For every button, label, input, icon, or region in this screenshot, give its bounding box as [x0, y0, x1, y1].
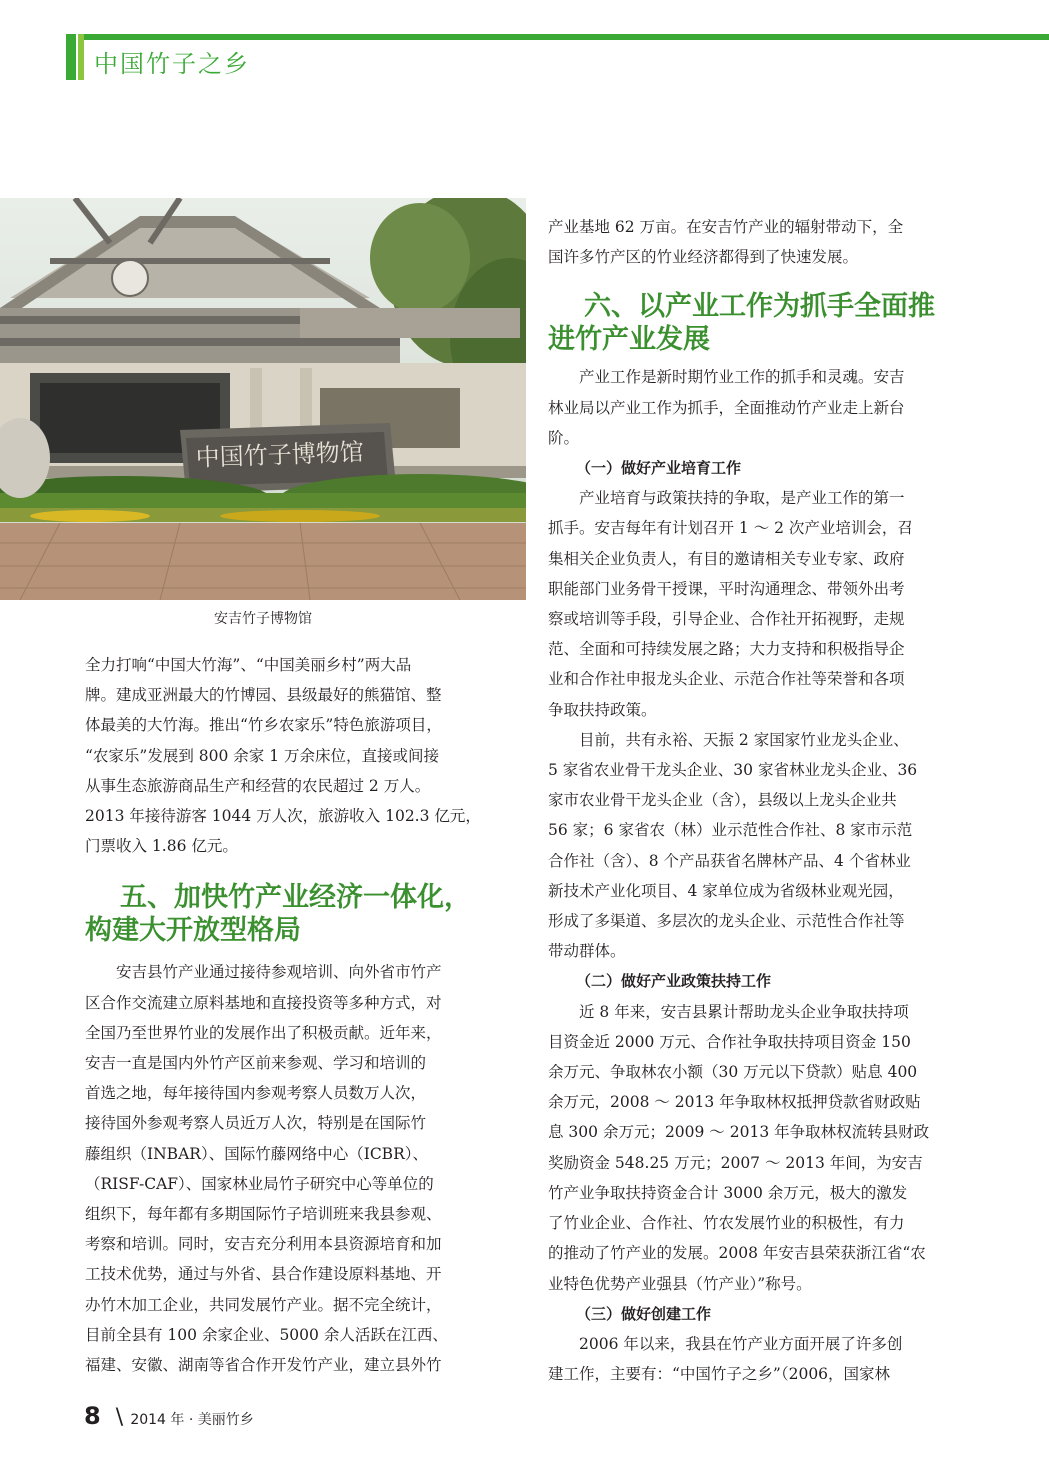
text-line: 接待国外参观考察人员近万人次，特别是在国际竹	[85, 1114, 427, 1133]
text-line: “农家乐”发展到 800 余家 1 万余床位，直接或间接	[85, 746, 440, 765]
text-line: 办竹木加工企业，共同发展竹产业。据不完全统计，	[85, 1295, 442, 1314]
text-line: 建工作，主要有：“中国竹子之乡”（2006，国家林	[548, 1365, 891, 1384]
header-accent-bar-light	[78, 34, 84, 80]
page-number: 8	[84, 1402, 101, 1430]
text-line: 了竹业企业、合作社、竹农发展竹业的积极性，有力	[548, 1214, 905, 1233]
right-column	[548, 212, 963, 1389]
paragraph-continued	[548, 212, 963, 272]
paragraph-sub3	[548, 1329, 963, 1389]
paragraph-section-6	[548, 362, 963, 453]
text-line: 区合作交流建立原料基地和直接投资等多种方式，对	[85, 993, 442, 1012]
text-line: 首选之地，每年接待国内参观考察人员数万人次，	[85, 1084, 427, 1103]
museum-photo-illustration	[0, 198, 526, 600]
text-line: 余万元，2008 ～ 2013 年争取林权抵押贷款省财政贴	[548, 1093, 921, 1112]
text-line: 目前，共有永裕、天振 2 家国家竹业龙头企业、	[579, 730, 909, 749]
text-line: 体最美的大竹海。推出“竹乡农家乐”特色旅游项目，	[85, 716, 442, 735]
text-line: 2006 年以来，我县在竹产业方面开展了许多创	[579, 1334, 903, 1353]
heading-section-6	[548, 290, 963, 356]
text-line: 形成了多渠道、多层次的龙头企业、示范性合作社等	[548, 912, 905, 931]
text-line: 产业工作是新时期竹业工作的抓手和灵魂。安吉	[579, 368, 905, 387]
heading-line: 进竹产业发展	[548, 324, 710, 356]
text-line: 抓手。安吉每年有计划召开 1 ～ 2 次产业培训会，召	[548, 519, 913, 538]
museum-photo	[0, 198, 526, 600]
text-line: 林业局以产业工作为抓手，全面推动竹产业走上新台	[548, 398, 905, 417]
museum-sign-text: 中国竹子博物馆	[195, 438, 365, 472]
header-rule	[84, 34, 1049, 40]
text-line: 福建、安徽、湖南等省合作开发竹产业，建立县外竹	[85, 1356, 442, 1375]
text-line: 5 家省农业骨干龙头企业、30 家省林业龙头企业、36	[548, 761, 918, 780]
text-line: 产业培育与政策扶持的争取，是产业工作的第一	[579, 489, 905, 508]
text-line: 合作社（含）、8 个产品获省名牌林产品、4 个省林业	[548, 851, 911, 870]
text-line: 牌。建成亚洲最大的竹博园、县级最好的熊猫馆、整	[85, 686, 442, 705]
subheading-2: （二）做好产业政策扶持工作	[576, 972, 772, 991]
paragraph-intro	[85, 650, 500, 861]
text-line: 近 8 年来，安吉县累计帮助龙头企业争取扶持项	[579, 1002, 909, 1021]
text-line: 考察和培训。同时，安吉充分利用本县资源培育和加	[85, 1235, 442, 1254]
text-line: （RISF-CAF）、国家林业局竹子研究中心等单位的	[85, 1174, 434, 1193]
text-line: 范、全面和可持续发展之路；大力支持和积极指导企	[548, 640, 905, 659]
paragraph-sub1-a	[548, 483, 963, 725]
subheading-1: （一）做好产业培育工作	[576, 459, 742, 478]
text-line: 余万元、争取林农小额（30 万元以下贷款）贴息 400	[548, 1063, 918, 1082]
text-line: 组织下，每年都有多期国际竹子培训班来我县参观、	[85, 1205, 442, 1224]
text-line: 目前全县有 100 余家企业、5000 余人活跃在江西、	[85, 1325, 448, 1344]
text-line: 竹产业争取扶持资金合计 3000 余万元，极大的激发	[548, 1183, 908, 1202]
text-line: 职能部门业务骨干授课，平时沟通理念、带领外出考	[548, 579, 905, 598]
page-footer	[84, 1402, 254, 1430]
text-line: 工技术优势，通过与外省、县合作建设原料基地、开	[85, 1265, 442, 1284]
text-line: 安吉一直是国内外竹产区前来参观、学习和培训的	[85, 1054, 427, 1073]
text-line: 国许多竹产区的竹业经济都得到了快速发展。	[548, 248, 859, 267]
text-line: 藤组织（INBAR）、国际竹藤网络中心（ICBR）、	[85, 1144, 428, 1163]
text-line: 争取扶持政策。	[548, 700, 657, 719]
paragraph-section-5	[85, 957, 500, 1380]
heading-line: 五、加快竹产业经济一体化，	[120, 882, 471, 914]
text-line: 集相关企业负责人，有目的邀请相关专业专家、政府	[548, 549, 905, 568]
footer-divider: \	[115, 1405, 124, 1430]
heading-line: 构建大开放型格局	[85, 915, 301, 947]
text-line: 的推动了竹产业的发展。2008 年安吉县荣获浙江省“农	[548, 1244, 926, 1263]
heading-line: 六、以产业工作为抓手全面推	[584, 291, 935, 323]
left-column	[85, 650, 500, 1380]
header-accent-bar	[66, 34, 76, 80]
paragraph-sub2	[548, 997, 963, 1299]
text-line: 息 300 余万元；2009 ～ 2013 年争取林权流转县财政	[548, 1123, 930, 1142]
text-line: 带动群体。	[548, 942, 626, 961]
text-line: 业和合作社申报龙头企业、示范合作社等荣誉和各项	[548, 670, 905, 689]
text-line: 全力打响“中国大竹海”、“中国美丽乡村”两大品	[85, 656, 412, 674]
text-line: 目资金近 2000 万元、合作社争取扶持项目资金 150	[548, 1032, 911, 1051]
text-line: 产业基地 62 万亩。在安吉竹产业的辐射带动下，全	[548, 218, 904, 236]
text-line: 家市农业骨干龙头企业（含），县级以上龙头企业共	[548, 791, 897, 810]
text-line: 察或培训等手段，引导企业、合作社开拓视野，走规	[548, 610, 905, 629]
footer-text: 2014 年 · 美丽竹乡	[130, 1412, 254, 1428]
text-line: 业特色优势产业强县（竹产业）”称号。	[548, 1274, 812, 1293]
section-title: 中国竹子之乡	[94, 50, 250, 78]
paragraph-sub1-b	[548, 725, 963, 967]
text-line: 奖励资金 548.25 万元；2007 ～ 2013 年间，为安吉	[548, 1153, 923, 1172]
photo-caption: 安吉竹子博物馆	[214, 611, 312, 627]
text-line: 安吉县竹产业通过接待参观培训、向外省市竹产	[116, 963, 442, 982]
text-line: 全国乃至世界竹业的发展作出了积极贡献。近年来，	[85, 1023, 442, 1042]
heading-section-5	[85, 881, 500, 947]
text-line: 2013 年接待游客 1044 万人次，旅游收入 102.3 亿元，	[85, 807, 481, 826]
text-line: 阶。	[548, 428, 580, 447]
text-line: 门票收入 1.86 亿元。	[85, 837, 238, 856]
subheading-3: （三）做好创建工作	[576, 1304, 712, 1323]
text-line: 新技术产业化项目、4 家单位成为省级林业观光园，	[548, 881, 904, 900]
text-line: 从事生态旅游商品生产和经营的农民超过 2 万人。	[85, 776, 431, 795]
text-line: 56 家；6 家省农（林）业示范性合作社、8 家市示范	[548, 821, 913, 840]
